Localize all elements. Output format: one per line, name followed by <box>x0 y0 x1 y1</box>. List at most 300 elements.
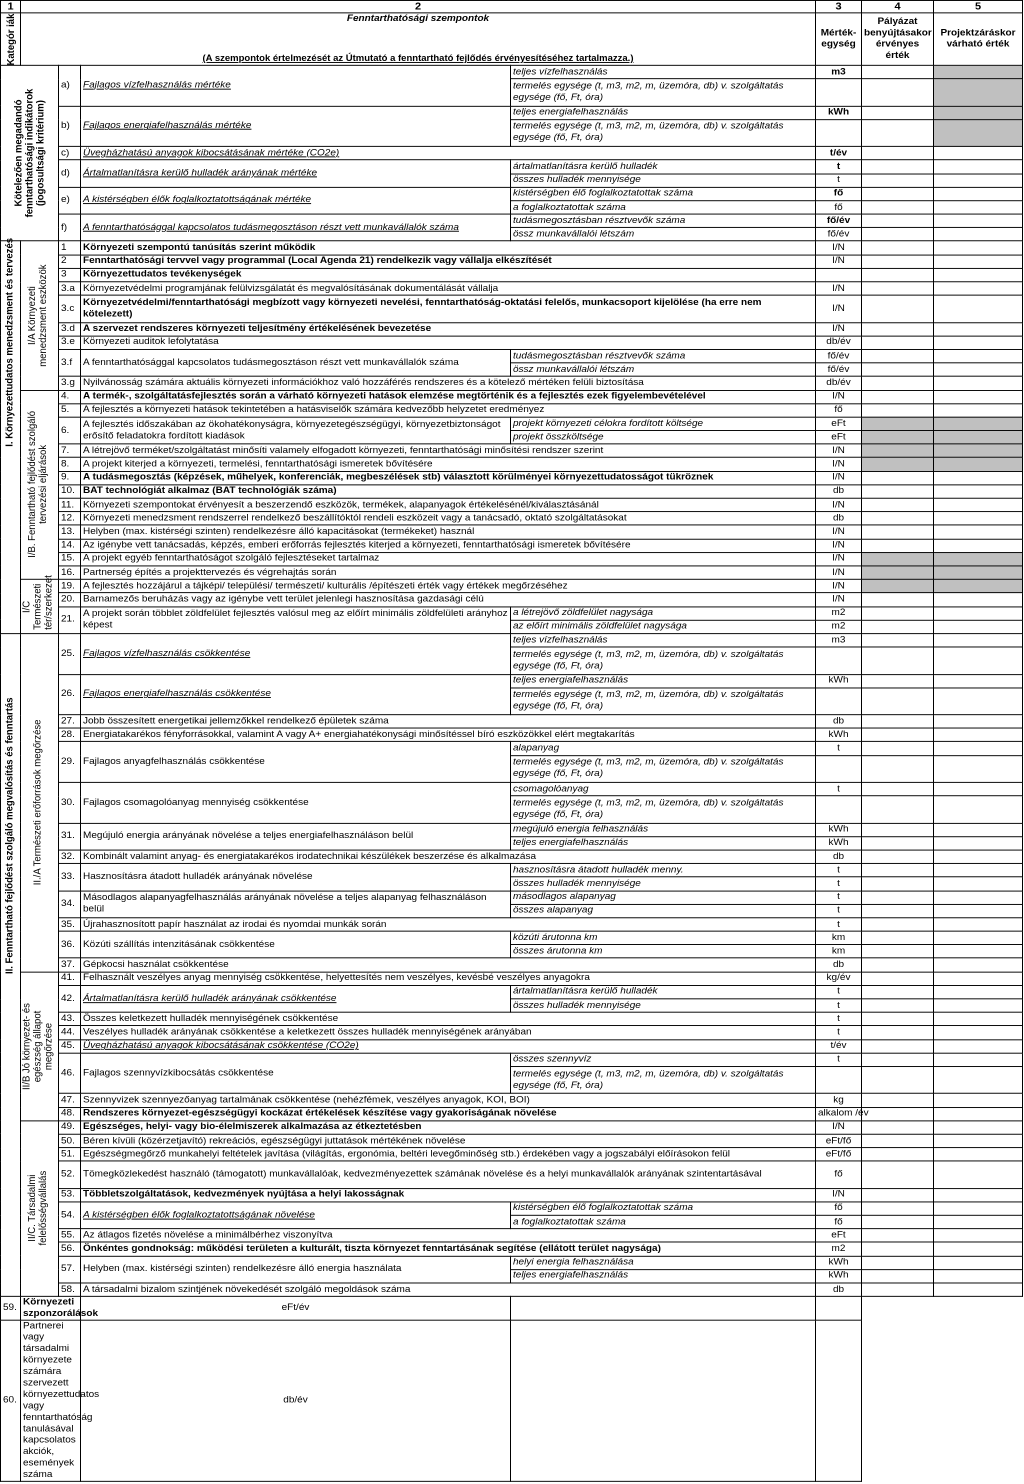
submission-value-input[interactable] <box>862 620 934 634</box>
closing-value-input[interactable] <box>934 972 1023 986</box>
row-number: 29. <box>59 742 81 783</box>
row-number: 55. <box>59 1229 81 1243</box>
closing-value-input[interactable] <box>934 918 1023 932</box>
closing-value-header: Projektzáráskor várható érték <box>934 13 1023 65</box>
closing-value-input[interactable] <box>934 147 1023 161</box>
closing-value-input[interactable] <box>934 119 1023 146</box>
table-row <box>1 850 1023 864</box>
row-number: 56. <box>59 1242 81 1256</box>
closing-value-input[interactable] <box>934 79 1023 106</box>
submission-value-input[interactable] <box>862 295 934 322</box>
closing-value-input[interactable] <box>934 1094 1023 1108</box>
row-number: 25. <box>59 634 81 675</box>
submission-value-input[interactable] <box>862 1188 934 1202</box>
table-row <box>1 1229 1023 1243</box>
table-row <box>1 1283 1023 1297</box>
closing-value-input[interactable] <box>934 336 1023 350</box>
closing-value-input[interactable] <box>934 282 1023 296</box>
row-number: 45. <box>59 1039 81 1053</box>
subcategory-IB: I/B. Fenntartható fejlődést szolgáló tervezési eljárások <box>21 390 59 579</box>
sub-indicator: közúti árutonna km <box>511 931 816 945</box>
submission-value-input[interactable] <box>862 404 934 418</box>
closing-value-input[interactable] <box>934 349 1023 363</box>
submission-value-input[interactable] <box>862 1202 934 1216</box>
closing-value-input[interactable] <box>934 782 1023 796</box>
table-row <box>1 1107 1023 1121</box>
unit-cell: t <box>816 904 862 918</box>
sub-indicator: összes szennyvíz <box>511 1053 816 1067</box>
closing-value-input[interactable] <box>934 1188 1023 1202</box>
sub-indicator: másodlagos alapanyag <box>511 891 816 905</box>
submission-value-input[interactable] <box>862 241 934 255</box>
closing-value-input[interactable] <box>934 877 1023 891</box>
submission-value-input[interactable] <box>862 282 934 296</box>
table-row <box>1 1188 1023 1202</box>
submission-value-input[interactable] <box>862 931 934 945</box>
row-number: 54. <box>59 1202 81 1229</box>
submission-value-input[interactable] <box>862 65 934 79</box>
submission-value-input[interactable] <box>511 1320 816 1481</box>
sub-indicator: termelés egysége (t, m3, m2, m, üzemóra, db) v. szolgáltatás egysége (fő, Ft, óra) <box>511 1067 816 1094</box>
closing-value-input[interactable] <box>934 945 1023 959</box>
closing-value-input[interactable] <box>934 1012 1023 1026</box>
unit-cell: kWh <box>816 823 862 837</box>
closing-value-input[interactable] <box>934 255 1023 269</box>
closing-value-input[interactable] <box>934 458 1023 472</box>
unit-cell <box>816 79 862 106</box>
sub-indicator: ártalmatlanításra kerülő hulladék <box>511 985 816 999</box>
table-row <box>1 918 1023 932</box>
submission-value-input[interactable] <box>862 255 934 269</box>
unit-cell: t/év <box>816 147 862 161</box>
submission-value-input[interactable] <box>862 999 934 1013</box>
subcategory-IIA: II./A Természeti erőforrások megőrzése <box>21 634 59 972</box>
submission-value-input[interactable] <box>862 715 934 729</box>
table-row <box>1 1121 1023 1135</box>
criterion-text: Gépkocsi használat csökkentése <box>81 958 816 972</box>
submission-value-input[interactable] <box>862 322 934 336</box>
closing-value-input[interactable] <box>934 823 1023 837</box>
closing-value-input[interactable] <box>934 525 1023 539</box>
unit-cell: t <box>816 174 862 188</box>
submission-value-input[interactable] <box>862 945 934 959</box>
submission-value-input[interactable] <box>862 1039 934 1053</box>
submission-value-input[interactable] <box>862 539 934 553</box>
submission-value-input[interactable] <box>862 1094 934 1108</box>
criteria-header <box>21 13 816 65</box>
submission-value-input[interactable] <box>862 755 934 782</box>
closing-value-input[interactable] <box>934 999 1023 1013</box>
row-number: 3.g <box>59 377 81 391</box>
sub-indicator: termelés egysége (t, m3, m2, m, üzemóra, db) v. szolgáltatás egysége (fő, Ft, óra) <box>511 119 816 146</box>
table-row <box>1 512 1023 526</box>
closing-value-input[interactable] <box>934 1026 1023 1040</box>
closing-value-input[interactable] <box>934 796 1023 823</box>
closing-value-input[interactable] <box>934 377 1023 391</box>
closing-value-input[interactable] <box>934 958 1023 972</box>
table-row <box>1 985 1023 999</box>
unit-cell: db <box>816 1283 862 1297</box>
unit-cell: I/N <box>816 255 862 269</box>
submission-value-input[interactable] <box>862 147 934 161</box>
sub-indicator: kistérségben élő foglalkoztatottak száma <box>511 1202 816 1216</box>
table-row <box>1 1039 1023 1053</box>
criterion-text: Béren kívüli (közérzetjavító) rekreációs, egészségügyi juttatások mértékének növelése <box>81 1134 816 1148</box>
unit-cell: I/N <box>816 552 862 566</box>
sub-indicator: összes alapanyag <box>511 904 816 918</box>
table-row <box>1 674 1023 688</box>
criterion-text: A létrejövő terméket/szolgáltatást minősíti valamely elfogadott környezeti, fenntarthatósági minősítési rendszer szerint <box>81 444 816 458</box>
row-number: 32. <box>59 850 81 864</box>
table-row <box>1 1320 1023 1481</box>
sub-indicator: termelés egysége (t, m3, m2, m, üzemóra, db) v. szolgáltatás egysége (fő, Ft, óra) <box>511 796 816 823</box>
submission-value-input[interactable] <box>862 985 934 999</box>
closing-value-input[interactable] <box>934 363 1023 377</box>
criterion-text: Üvegházhatású anyagok kibocsátásának csökkentése (CO2e) <box>81 1039 816 1053</box>
criterion-text: A fenntarthatósággal kapcsolatos tudásmegosztáson részt vett munkavállalók száma <box>81 349 511 376</box>
table-row <box>1 268 1023 282</box>
closing-value-input[interactable] <box>934 688 1023 715</box>
closing-value-input[interactable] <box>934 674 1023 688</box>
table-row <box>1 606 1023 620</box>
submission-value-input[interactable] <box>862 485 934 499</box>
submission-value-input[interactable] <box>862 1283 934 1297</box>
submission-value-input[interactable] <box>862 728 934 742</box>
table-row <box>1 1053 1023 1067</box>
table-row <box>1 241 1023 255</box>
submission-value-input[interactable] <box>862 904 934 918</box>
criterion-text: A projekt kiterjed a környezeti, termelési, fenntarthatósági ismeretek bővítésére <box>81 458 816 472</box>
submission-value-input[interactable] <box>862 214 934 228</box>
table-row <box>1 187 1023 201</box>
closing-value-input[interactable] <box>934 1215 1023 1229</box>
closing-value-input[interactable] <box>934 1202 1023 1216</box>
table-row <box>1 782 1023 796</box>
unit-cell: t <box>816 1026 862 1040</box>
submission-value-input[interactable] <box>862 1269 934 1283</box>
submission-value-input[interactable] <box>862 1107 934 1121</box>
submission-value-input[interactable] <box>862 850 934 864</box>
closing-value-input[interactable] <box>934 755 1023 782</box>
closing-value-input[interactable] <box>934 485 1023 499</box>
table-row <box>1 566 1023 580</box>
submission-value-input[interactable] <box>862 1053 934 1067</box>
unit-cell: t <box>816 782 862 796</box>
closing-value-input[interactable] <box>934 850 1023 864</box>
closing-value-input[interactable] <box>934 187 1023 201</box>
unit-cell: t <box>816 864 862 878</box>
closing-value-input[interactable] <box>934 1067 1023 1094</box>
submission-value-input[interactable] <box>862 377 934 391</box>
submission-value-input[interactable] <box>862 1121 934 1135</box>
submission-value-input[interactable] <box>862 579 934 593</box>
table-row <box>1 552 1023 566</box>
submission-value-input[interactable] <box>862 444 934 458</box>
criterion-text: Összes keletkezett hulladék mennyiségének csökkentése <box>81 1012 816 1026</box>
submission-value-input[interactable] <box>862 349 934 363</box>
sub-indicator: a foglalkoztatottak száma <box>511 201 816 215</box>
unit-cell: km <box>816 931 862 945</box>
row-number: 20. <box>59 593 81 607</box>
closing-value-input[interactable] <box>934 404 1023 418</box>
submission-value-input[interactable] <box>862 390 934 404</box>
table-row <box>1 891 1023 905</box>
row-number: 47. <box>59 1094 81 1108</box>
closing-value-input[interactable] <box>934 512 1023 526</box>
unit-cell: I/N <box>816 1121 862 1135</box>
closing-value-input[interactable] <box>934 579 1023 593</box>
table-row <box>1 931 1023 945</box>
closing-value-input[interactable] <box>934 931 1023 945</box>
submission-value-input[interactable] <box>862 160 934 174</box>
sub-indicator: teljes vízfelhasználás <box>511 65 816 79</box>
table-row <box>1 1134 1023 1148</box>
criterion-text: Környezeti menedzsment rendszerrel rendelkező beszállítóktól rendeli eszközeit vagy a tanácsadó, oktató szolgáltatásokat <box>81 512 816 526</box>
closing-value-input[interactable] <box>934 1107 1023 1121</box>
closing-value-input[interactable] <box>934 1134 1023 1148</box>
submission-value-input[interactable] <box>862 417 934 431</box>
submission-value-input[interactable] <box>862 1067 934 1094</box>
closing-value-input[interactable] <box>816 1320 862 1481</box>
closing-value-input[interactable] <box>934 241 1023 255</box>
closing-value-input[interactable] <box>934 1121 1023 1135</box>
criterion-text: Tömegközlekedést használó (támogatott) munkavállalóak, kedvezményezettek számának növelése és a helyi munkavállalók arányának szintentartásával <box>81 1161 816 1188</box>
closing-value-input[interactable] <box>934 1053 1023 1067</box>
unit-cell: db/év <box>816 377 862 391</box>
submission-value-input[interactable] <box>862 268 934 282</box>
criterion-text: Az átlagos fizetés növelése a minimálbérhez viszonyítva <box>81 1229 816 1243</box>
closing-value-input[interactable] <box>934 1269 1023 1283</box>
submission-value-input[interactable] <box>862 1256 934 1270</box>
closing-value-input[interactable] <box>934 904 1023 918</box>
table-row <box>1 593 1023 607</box>
row-number: 1 <box>59 241 81 255</box>
closing-value-input[interactable] <box>934 620 1023 634</box>
unit-cell <box>816 1067 862 1094</box>
unit-cell: db <box>816 485 862 499</box>
submission-value-input[interactable] <box>862 79 934 106</box>
closing-value-input[interactable] <box>934 471 1023 485</box>
submission-value-input[interactable] <box>862 891 934 905</box>
closing-value-input[interactable] <box>934 431 1023 445</box>
closing-value-input[interactable] <box>934 539 1023 553</box>
unit-cell: fő/év <box>816 214 862 228</box>
sub-indicator: alapanyag <box>511 742 816 756</box>
table-row <box>1 322 1023 336</box>
closing-value-input[interactable] <box>934 1229 1023 1243</box>
submission-value-input[interactable] <box>862 1012 934 1026</box>
criterion-text: A társadalmi bizalom szintjének növekedését szolgáló megoldások száma <box>81 1283 816 1297</box>
closing-value-input[interactable] <box>934 1242 1023 1256</box>
submission-value-input[interactable] <box>862 1229 934 1243</box>
unit-cell <box>816 796 862 823</box>
sub-indicator: a létrejövő zöldfelület nagysága <box>511 606 816 620</box>
criterion-text: Fajlagos vízfelhasználás csökkentése <box>81 634 511 675</box>
closing-value-input[interactable] <box>934 417 1023 431</box>
table-row <box>1 1297 1023 1321</box>
criterion-text: Veszélyes hulladék arányának csökkentése a keletkezett összes hulladék mennyiségének arányában <box>81 1026 816 1040</box>
table-row <box>1 377 1023 391</box>
sub-indicator: ártalmatlanításra kerülő hulladék <box>511 160 816 174</box>
closing-value-input[interactable] <box>934 174 1023 188</box>
closing-value-input[interactable] <box>934 160 1023 174</box>
submission-value-input[interactable] <box>862 1161 934 1188</box>
closing-value-input[interactable] <box>934 1148 1023 1162</box>
submission-value-input[interactable] <box>862 742 934 756</box>
table-row <box>1 972 1023 986</box>
closing-value-input[interactable] <box>934 1256 1023 1270</box>
closing-value-input[interactable] <box>934 1283 1023 1297</box>
table-row <box>1 485 1023 499</box>
submission-value-header: Pályázat benyújtásakor érvényes érték <box>862 13 934 65</box>
table-row <box>1 715 1023 729</box>
submission-value-input[interactable] <box>862 1148 934 1162</box>
submission-value-input[interactable] <box>862 634 934 648</box>
submission-value-input[interactable] <box>862 201 934 215</box>
row-number: 3.c <box>59 295 81 322</box>
closing-value-input[interactable] <box>934 647 1023 674</box>
closing-value-input[interactable] <box>934 295 1023 322</box>
row-number: 34. <box>59 891 81 918</box>
submission-value-input[interactable] <box>862 458 934 472</box>
submission-value-input[interactable] <box>862 837 934 851</box>
unit-cell: kg <box>816 1094 862 1108</box>
unit-cell: I/N <box>816 539 862 553</box>
row-number: 3 <box>59 268 81 282</box>
closing-value-input[interactable] <box>934 742 1023 756</box>
row-number: 19. <box>59 579 81 593</box>
row-number: 2 <box>59 255 81 269</box>
closing-value-input[interactable] <box>934 566 1023 580</box>
submission-value-input[interactable] <box>862 1215 934 1229</box>
submission-value-input[interactable] <box>862 336 934 350</box>
unit-cell: eFt/fő <box>816 1134 862 1148</box>
closing-value-input[interactable] <box>934 837 1023 851</box>
submission-value-input[interactable] <box>862 782 934 796</box>
closing-value-input[interactable] <box>934 201 1023 215</box>
criterion-text: Közúti szállítás intenzitásának csökkentése <box>81 931 511 958</box>
unit-cell: t <box>816 1053 862 1067</box>
submission-value-input[interactable] <box>862 552 934 566</box>
row-number: 3.f <box>59 349 81 376</box>
submission-value-input[interactable] <box>511 1297 816 1321</box>
submission-value-input[interactable] <box>862 174 934 188</box>
sub-indicator: csomagolóanyag <box>511 782 816 796</box>
submission-value-input[interactable] <box>862 1026 934 1040</box>
closing-value-input[interactable] <box>934 322 1023 336</box>
submission-value-input[interactable] <box>862 606 934 620</box>
submission-value-input[interactable] <box>862 525 934 539</box>
unit-cell: t <box>816 160 862 174</box>
criterion-text: BAT technológiát alkalmaz (BAT technológiák száma) <box>81 485 816 499</box>
submission-value-input[interactable] <box>862 512 934 526</box>
criterion-text: Fajlagos vízfelhasználás mértéke <box>81 65 511 106</box>
unit-cell: I/N <box>816 579 862 593</box>
submission-value-input[interactable] <box>862 228 934 242</box>
closing-value-input[interactable] <box>934 390 1023 404</box>
closing-value-input[interactable] <box>934 228 1023 242</box>
submission-value-input[interactable] <box>862 363 934 377</box>
closing-value-input[interactable] <box>934 552 1023 566</box>
closing-value-input[interactable] <box>934 634 1023 648</box>
submission-value-input[interactable] <box>862 566 934 580</box>
closing-value-input[interactable] <box>816 1297 862 1321</box>
unit-cell: db/év <box>81 1320 511 1481</box>
row-number: b) <box>59 106 81 147</box>
closing-value-input[interactable] <box>934 498 1023 512</box>
submission-value-input[interactable] <box>862 864 934 878</box>
unit-cell: eFt/fő <box>816 1148 862 1162</box>
submission-value-input[interactable] <box>862 1134 934 1148</box>
unit-cell <box>816 647 862 674</box>
submission-value-input[interactable] <box>862 688 934 715</box>
submission-value-input[interactable] <box>862 674 934 688</box>
closing-value-input[interactable] <box>934 864 1023 878</box>
closing-value-input[interactable] <box>934 106 1023 120</box>
unit-cell: I/N <box>816 295 862 322</box>
closing-value-input[interactable] <box>934 268 1023 282</box>
closing-value-input[interactable] <box>934 593 1023 607</box>
submission-value-input[interactable] <box>862 796 934 823</box>
criterion-text: Az igénybe vett tanácsadás, képzés, emberi erőforrás fejlesztés kiterjed a környezeti, fenntarthatósági ismeretek bővítésére <box>81 539 816 553</box>
submission-value-input[interactable] <box>862 187 934 201</box>
table-row <box>1 390 1023 404</box>
closing-value-input[interactable] <box>934 1161 1023 1188</box>
submission-value-input[interactable] <box>862 823 934 837</box>
submission-value-input[interactable] <box>862 958 934 972</box>
categories-header: Kategór iák <box>1 13 21 65</box>
submission-value-input[interactable] <box>862 471 934 485</box>
submission-value-input[interactable] <box>862 918 934 932</box>
criterion-text: Partnerei vagy társadalmi környezete számára szervezett környezettudatos vagy fenntarthatóság tanulásával kapcsolatos akciók, események száma <box>21 1320 81 1481</box>
unit-cell: I/N <box>816 566 862 580</box>
table-row <box>1 349 1023 363</box>
row-number: 7. <box>59 444 81 458</box>
submission-value-input[interactable] <box>862 119 934 146</box>
row-number: 33. <box>59 864 81 891</box>
submission-value-input[interactable] <box>862 972 934 986</box>
criterion-text: A kistérségben élők foglalkoztatottságának növelése <box>81 1202 511 1229</box>
closing-value-input[interactable] <box>934 606 1023 620</box>
closing-value-input[interactable] <box>934 728 1023 742</box>
submission-value-input[interactable] <box>862 647 934 674</box>
closing-value-input[interactable] <box>934 891 1023 905</box>
table-row <box>1 1161 1023 1188</box>
row-number: 9. <box>59 471 81 485</box>
submission-value-input[interactable] <box>862 877 934 891</box>
table-row <box>1 282 1023 296</box>
colnum-4: 4 <box>862 0 934 12</box>
row-number: 43. <box>59 1012 81 1026</box>
submission-value-input[interactable] <box>862 593 934 607</box>
closing-value-input[interactable] <box>934 1039 1023 1053</box>
submission-value-input[interactable] <box>862 498 934 512</box>
closing-value-input[interactable] <box>934 65 1023 79</box>
unit-header: Mérték-egység <box>816 13 862 65</box>
row-number: 51. <box>59 1148 81 1162</box>
submission-value-input[interactable] <box>862 431 934 445</box>
closing-value-input[interactable] <box>934 214 1023 228</box>
closing-value-input[interactable] <box>934 444 1023 458</box>
row-number: 3.e <box>59 336 81 350</box>
closing-value-input[interactable] <box>934 715 1023 729</box>
submission-value-input[interactable] <box>862 1242 934 1256</box>
unit-cell: I/N <box>816 241 862 255</box>
closing-value-input[interactable] <box>934 985 1023 999</box>
criterion-text: A fejlesztés hozzájárul a tájképi/ települési/ természeti/ kulturális /építészeti érték vagy értékek megőrzéséhez <box>81 579 816 593</box>
submission-value-input[interactable] <box>862 106 934 120</box>
unit-cell: eFt/év <box>81 1297 511 1321</box>
